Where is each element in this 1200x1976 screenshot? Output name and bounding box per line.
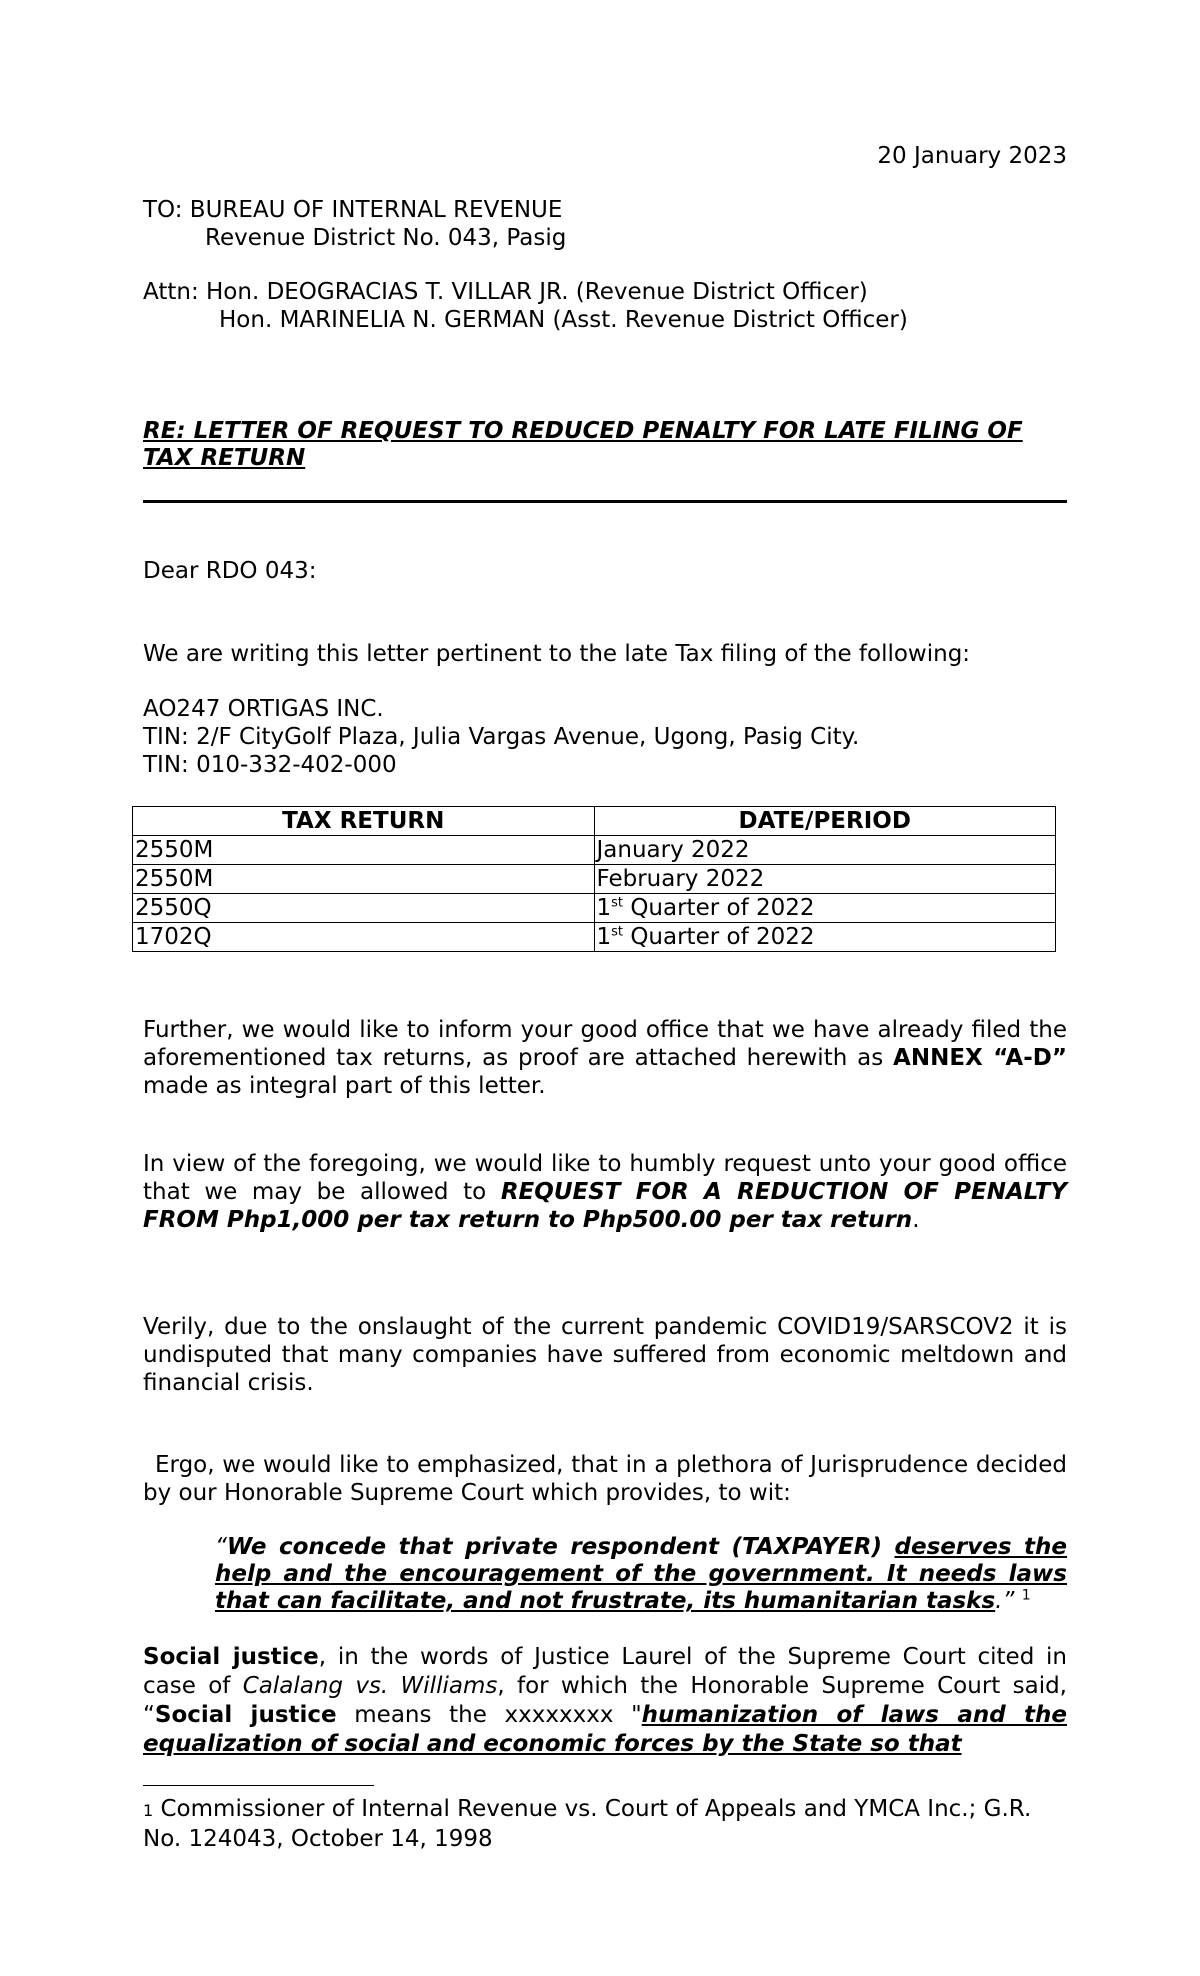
intro-paragraph: We are writing this letter pertinent to the late Tax filing of the following:: [143, 641, 971, 667]
footnote-reference: 1: [1021, 1587, 1031, 1604]
subject-line-1: RE: LETTER OF REQUEST TO REDUCED PENALTY FOR LATE FILING OF: [143, 418, 1023, 444]
paragraph-verily: Verily, due to the onslaught of the current pandemic COVID19/SARSCOV2 it is undisputed that many companies have suffered from economic meltdown and financial crisis.: [143, 1314, 1067, 1396]
table-row: [133, 836, 1056, 865]
table-row: [133, 894, 1056, 923]
cell-date-period: 1st Quarter of 2022: [594, 923, 1056, 952]
subject-line-2: TAX RETURN: [143, 445, 306, 471]
subject-divider: [143, 500, 1067, 503]
company-tin: TIN: 010-332-402-000: [143, 752, 397, 778]
letter-date: 20 January 2023: [877, 143, 1067, 169]
cell-tax-return: 1702Q: [133, 923, 595, 952]
cell-date-period: February 2022: [594, 865, 1056, 894]
company-address: TIN: 2/F CityGolf Plaza, Julia Vargas Avenue, Ugong, Pasig City.: [143, 724, 860, 750]
attention-line-1: Attn: Hon. DEOGRACIAS T. VILLAR JR. (Revenue District Officer): [143, 279, 868, 305]
cell-date-period: 1st Quarter of 2022: [594, 894, 1056, 923]
cell-tax-return: 2550M: [133, 836, 595, 865]
blockquote: “We concede that private respondent (TAXPAYER) deserves the help and the encouragement of the government. It needs laws that can facilitate, and not frustrate, its humanitarian tasks.” $^1$: [215, 1534, 1068, 1614]
cell-date-period: January 2022: [594, 836, 1056, 865]
header-date-period: DATE/PERIOD: [594, 807, 1056, 836]
recipient-district: Revenue District No. 043, Pasig: [205, 225, 567, 251]
cell-tax-return: 2550Q: [133, 894, 595, 923]
table-header-row: [133, 807, 1056, 836]
table-row: [133, 923, 1056, 952]
company-name: AO247 ORTIGAS INC.: [143, 696, 384, 722]
paragraph-in-view: In view of the foregoing, we would like to humbly request unto your good office that we may be allowed to REQUEST FOR A REDUCTION OF PENALTY FROM Php1,000 per tax return to Php500.00 per tax return.: [143, 1151, 1067, 1233]
paragraph-ergo: Ergo, we would like to emphasized, that in a plethora of Jurisprudence decided by our Honorable Supreme Court which provides, to wit:: [143, 1452, 1067, 1506]
salutation: Dear RDO 043:: [143, 558, 317, 584]
header-tax-return: TAX RETURN: [133, 807, 595, 836]
cell-tax-return: 2550M: [133, 865, 595, 894]
footnote-separator: [143, 1785, 374, 1786]
paragraph-further: Further, we would like to inform your good office that we have already filed the aforementioned tax returns, as proof are attached herewith as ANNEX “A-D” made as integral part of this letter.: [143, 1017, 1067, 1099]
recipient-line: TO: BUREAU OF INTERNAL REVENUE: [143, 197, 563, 223]
footnote: 1 Commissioner of Internal Revenue vs. Court of Appeals and YMCA Inc.; G.R. No. 124043, October 14, 1998: [143, 1796, 1032, 1852]
tax-return-table: [132, 806, 1056, 952]
paragraph-social-justice: Social justice, in the words of Justice Laurel of the Supreme Court cited in case of Calalang vs. Williams, for which the Honorable Supreme Court said, “Social justice means the xxxxxxxx "humanization of laws and the equalization of social and economic forces by the State so that: [143, 1644, 1067, 1757]
table-row: [133, 865, 1056, 894]
attention-line-2: Hon. MARINELIA N. GERMAN (Asst. Revenue District Officer): [219, 307, 908, 333]
